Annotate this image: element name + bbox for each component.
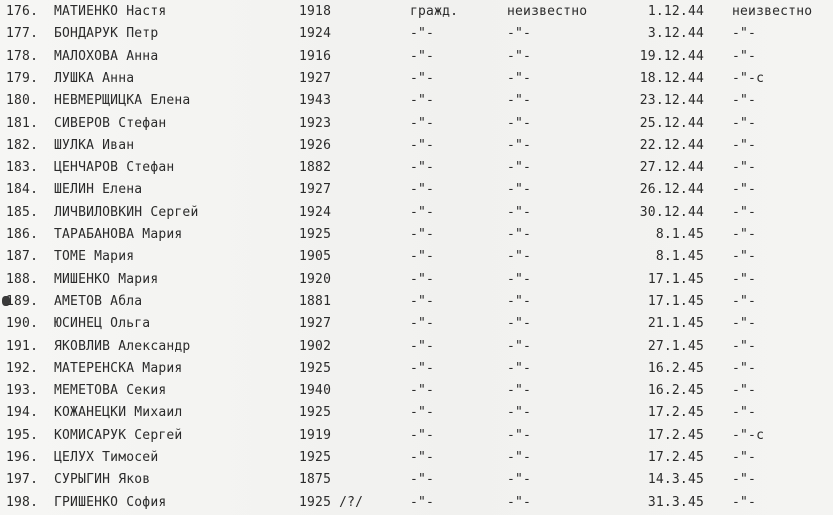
birth-year: 1882 — [299, 160, 332, 175]
person-name: ЛИЧВИЛОВКИН Сергей — [54, 205, 199, 220]
birth-year: 1925 — [299, 405, 332, 420]
list-item — [0, 68, 833, 90]
birth-year: 1919 — [299, 428, 332, 443]
note: -"-с — [732, 428, 765, 443]
citizenship: -"- — [410, 339, 435, 354]
fate-status: -"- — [507, 49, 532, 64]
record-date: 8.1.45 — [655, 249, 704, 264]
note: -"-с — [732, 71, 765, 86]
fate-status: -"- — [507, 205, 532, 220]
note: -"- — [732, 26, 757, 41]
record-date: 25.12.44 — [639, 116, 704, 131]
note: -"- — [732, 93, 757, 108]
birth-year: 1925 — [299, 361, 332, 376]
record-number: 195. — [6, 428, 39, 443]
fate-status: -"- — [507, 160, 532, 175]
record-number: 181. — [6, 116, 39, 131]
fate-status: -"- — [507, 294, 532, 309]
record-date: 16.2.45 — [647, 361, 704, 376]
birth-year: 1920 — [299, 272, 332, 287]
birth-year: 1925 /?/ — [299, 495, 364, 510]
birth-year: 1924 — [299, 26, 332, 41]
fate-status: -"- — [507, 472, 532, 487]
record-date: 17.2.45 — [647, 428, 704, 443]
note: -"- — [732, 205, 757, 220]
note: -"- — [732, 182, 757, 197]
record-number: 177. — [6, 26, 39, 41]
fate-status: -"- — [507, 428, 532, 443]
person-name: ШЕЛИН Елена — [54, 182, 143, 197]
citizenship: -"- — [410, 316, 435, 331]
record-date: 17.1.45 — [647, 272, 704, 287]
record-date: 16.2.45 — [647, 383, 704, 398]
note: -"- — [732, 138, 757, 153]
record-number: 188. — [6, 272, 39, 287]
note: -"- — [732, 116, 757, 131]
record-date: 27.1.45 — [647, 339, 704, 354]
birth-year: 1940 — [299, 383, 332, 398]
note: -"- — [732, 472, 757, 487]
citizenship: -"- — [410, 472, 435, 487]
person-name: ЛУШКА Анна — [54, 71, 135, 86]
fate-status: -"- — [507, 361, 532, 376]
record-date: 22.12.44 — [639, 138, 704, 153]
record-number: 194. — [6, 405, 39, 420]
list-item — [0, 113, 833, 135]
citizenship: -"- — [410, 249, 435, 264]
record-number: 184. — [6, 182, 39, 197]
citizenship: -"- — [410, 227, 435, 242]
list-item — [0, 380, 833, 402]
person-name: ШУЛКА Иван — [54, 138, 135, 153]
note: неизвестно — [732, 4, 813, 19]
list-item — [0, 447, 833, 469]
person-name: ЮСИНЕЦ Ольга — [54, 316, 151, 331]
list-item — [0, 358, 833, 380]
birth-year: 1881 — [299, 294, 332, 309]
note: -"- — [732, 49, 757, 64]
person-name: МАЛОХОВА Анна — [54, 49, 159, 64]
record-date: 1.12.44 — [647, 4, 704, 19]
record-number: 198. — [6, 495, 39, 510]
record-number: 180. — [6, 93, 39, 108]
note: -"- — [732, 272, 757, 287]
record-number: 192. — [6, 361, 39, 376]
list-item — [0, 469, 833, 491]
birth-year: 1875 — [299, 472, 332, 487]
list-item — [0, 425, 833, 447]
citizenship: -"- — [410, 205, 435, 220]
record-date: 31.3.45 — [647, 495, 704, 510]
record-number: 183. — [6, 160, 39, 175]
fate-status: -"- — [507, 495, 532, 510]
person-name: МАТЕРЕНСКА Мария — [54, 361, 183, 376]
record-number: 186. — [6, 227, 39, 242]
birth-year: 1927 — [299, 71, 332, 86]
citizenship: -"- — [410, 116, 435, 131]
note: -"- — [732, 227, 757, 242]
record-number: 189. — [6, 294, 39, 309]
record-date: 18.12.44 — [639, 71, 704, 86]
list-item — [0, 313, 833, 335]
person-name: МИШЕНКО Мария — [54, 272, 159, 287]
citizenship: -"- — [410, 272, 435, 287]
record-number: 190. — [6, 316, 39, 331]
citizenship: -"- — [410, 428, 435, 443]
citizenship: -"- — [410, 361, 435, 376]
birth-year: 1905 — [299, 249, 332, 264]
record-date: 17.2.45 — [647, 405, 704, 420]
note: -"- — [732, 495, 757, 510]
citizenship: -"- — [410, 495, 435, 510]
fate-status: -"- — [507, 249, 532, 264]
person-name: ЦЕНЧАРОВ Стефан — [54, 160, 175, 175]
list-item — [0, 1, 833, 23]
list-item — [0, 179, 833, 201]
record-number: 191. — [6, 339, 39, 354]
record-number: 178. — [6, 49, 39, 64]
fate-status: -"- — [507, 26, 532, 41]
list-item — [0, 135, 833, 157]
person-name: ЦЕЛУХ Тимосей — [54, 450, 159, 465]
fate-status: -"- — [507, 138, 532, 153]
person-name: ТАРАБАНОВА Мария — [54, 227, 183, 242]
citizenship: -"- — [410, 383, 435, 398]
person-name: МАТИЕНКО Настя — [54, 4, 167, 19]
list-item — [0, 402, 833, 424]
citizenship: -"- — [410, 294, 435, 309]
record-number: 182. — [6, 138, 39, 153]
person-name: ЯКОВЛИВ Александр — [54, 339, 191, 354]
note: -"- — [732, 160, 757, 175]
fate-status: -"- — [507, 272, 532, 287]
person-name: КОЖАНЕЦКИ Михаил — [54, 405, 183, 420]
list-item — [0, 46, 833, 68]
record-number: 176. — [6, 4, 39, 19]
person-name: ТОМЕ Мария — [54, 249, 135, 264]
citizenship: -"- — [410, 405, 435, 420]
fate-status: -"- — [507, 182, 532, 197]
birth-year: 1927 — [299, 182, 332, 197]
list-item — [0, 269, 833, 291]
record-number: 187. — [6, 249, 39, 264]
fate-status: -"- — [507, 405, 532, 420]
note: -"- — [732, 339, 757, 354]
list-item — [0, 492, 833, 514]
note: -"- — [732, 361, 757, 376]
record-date: 14.3.45 — [647, 472, 704, 487]
citizenship: -"- — [410, 182, 435, 197]
list-item — [0, 224, 833, 246]
fate-status: -"- — [507, 339, 532, 354]
note: -"- — [732, 383, 757, 398]
record-date: 27.12.44 — [639, 160, 704, 175]
birth-year: 1916 — [299, 49, 332, 64]
citizenship: гражд. — [410, 4, 459, 19]
fate-status: -"- — [507, 71, 532, 86]
record-number: 193. — [6, 383, 39, 398]
fate-status: -"- — [507, 93, 532, 108]
record-number: 179. — [6, 71, 39, 86]
record-number: 196. — [6, 450, 39, 465]
birth-year: 1927 — [299, 316, 332, 331]
person-name: СУРЫГИН Яков — [54, 472, 151, 487]
list-item — [0, 202, 833, 224]
note: -"- — [732, 294, 757, 309]
list-item — [0, 90, 833, 112]
fate-status: неизвестно — [507, 4, 588, 19]
citizenship: -"- — [410, 450, 435, 465]
birth-year: 1926 — [299, 138, 332, 153]
birth-year: 1902 — [299, 339, 332, 354]
list-item — [0, 336, 833, 358]
fate-status: -"- — [507, 450, 532, 465]
birth-year: 1925 — [299, 227, 332, 242]
list-item — [0, 157, 833, 179]
citizenship: -"- — [410, 71, 435, 86]
citizenship: -"- — [410, 138, 435, 153]
person-name: АМЕТОВ Абла — [54, 294, 143, 309]
record-number: 197. — [6, 472, 39, 487]
fate-status: -"- — [507, 116, 532, 131]
list-item — [0, 246, 833, 268]
citizenship: -"- — [410, 49, 435, 64]
note: -"- — [732, 405, 757, 420]
person-name: ГРИШЕНКО София — [54, 495, 167, 510]
record-date: 17.2.45 — [647, 450, 704, 465]
birth-year: 1943 — [299, 93, 332, 108]
note: -"- — [732, 450, 757, 465]
fate-status: -"- — [507, 316, 532, 331]
person-name: КОМИСАРУК Сергей — [54, 428, 183, 443]
birth-year: 1924 — [299, 205, 332, 220]
record-date: 21.1.45 — [647, 316, 704, 331]
citizenship: -"- — [410, 93, 435, 108]
fate-status: -"- — [507, 227, 532, 242]
record-date: 19.12.44 — [639, 49, 704, 64]
record-date: 23.12.44 — [639, 93, 704, 108]
birth-year: 1925 — [299, 450, 332, 465]
person-name: СИВЕРОВ Стефан — [54, 116, 167, 131]
note: -"- — [732, 249, 757, 264]
record-date: 26.12.44 — [639, 182, 704, 197]
citizenship: -"- — [410, 160, 435, 175]
birth-year: 1918 — [299, 4, 332, 19]
list-item — [0, 291, 833, 313]
record-date: 3.12.44 — [647, 26, 704, 41]
person-name: НЕВМЕРЩИЦКА Елена — [54, 93, 191, 108]
fate-status: -"- — [507, 383, 532, 398]
person-name: МЕМЕТОВА Секия — [54, 383, 167, 398]
citizenship: -"- — [410, 26, 435, 41]
record-date: 17.1.45 — [647, 294, 704, 309]
record-number: 185. — [6, 205, 39, 220]
note: -"- — [732, 316, 757, 331]
record-date: 8.1.45 — [655, 227, 704, 242]
record-date: 30.12.44 — [639, 205, 704, 220]
birth-year: 1923 — [299, 116, 332, 131]
person-name: БОНДАРУК Петр — [54, 26, 159, 41]
list-item — [0, 23, 833, 45]
